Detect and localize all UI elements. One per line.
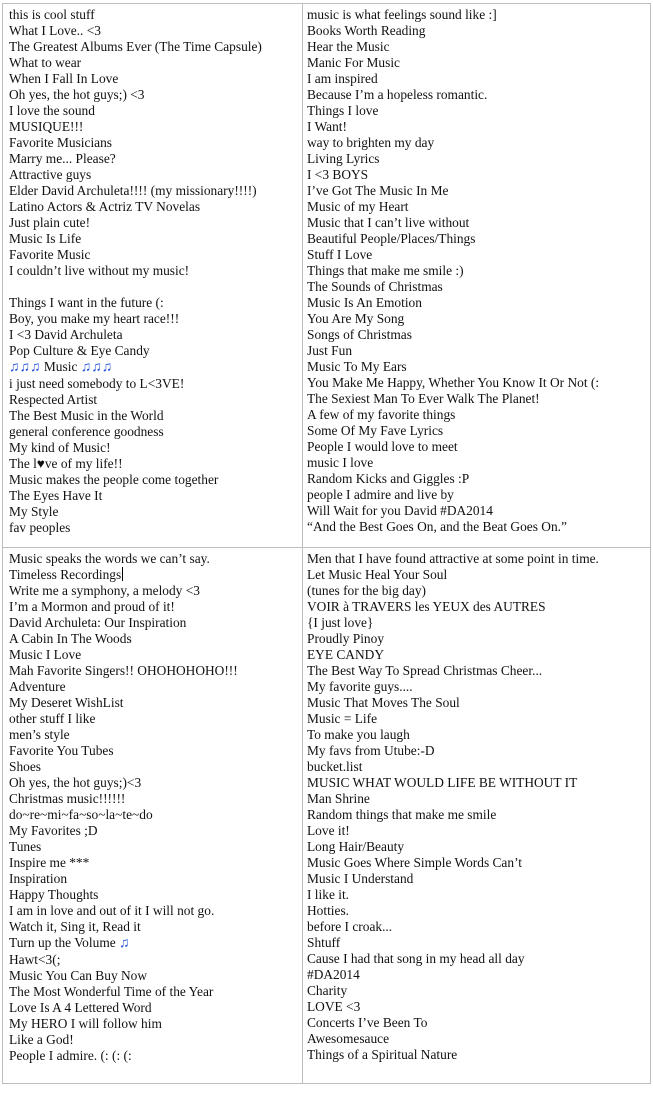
text-line: Hear the Music	[307, 39, 390, 54]
text-line: Music You Can Buy Now	[9, 968, 148, 983]
text-line: Elder David Archuleta!!!! (my missionary!!!!)	[9, 183, 257, 198]
text-line: Awesomesauce	[307, 1031, 390, 1046]
text-line: The l♥ve of my life!!	[9, 456, 123, 471]
cell-top-left[interactable]	[3, 4, 303, 548]
text-line: The Most Wonderful Time of the Year	[9, 984, 214, 999]
text-line: Music Goes Where Simple Words Can’t	[307, 855, 523, 870]
text-line: To make you laugh	[307, 727, 410, 742]
text-line: Music of my Heart	[307, 199, 409, 214]
text-line: Man Shrine	[307, 791, 370, 806]
text-line: Just Fun	[307, 343, 353, 358]
table-row	[3, 4, 651, 548]
text-line	[9, 359, 298, 376]
text-line: Let Music Heal Your Soul	[307, 567, 448, 582]
text-line: Music I Love	[9, 647, 82, 662]
text-line: People I admire. (: (: (:	[9, 1048, 132, 1063]
text-line: Mah Favorite Singers!! OHOHOHOHO!!!	[9, 663, 238, 678]
text-line: Random things that make me smile	[307, 807, 497, 822]
text-line: Proudly Pinoy	[307, 631, 385, 646]
text-line: Music To My Ears	[307, 359, 407, 374]
text-line-content: ♫♫♫ Music ♫♫♫	[9, 359, 113, 375]
music-note-icon: ♫	[119, 936, 130, 951]
text-line-content: Turn up the Volume ♫	[9, 935, 130, 951]
text-line	[9, 935, 298, 952]
text-line: I’m a Mormon and proud of it!	[9, 599, 175, 614]
text-line: Favorite Music	[9, 247, 91, 262]
text-line: Concerts I’ve Been To	[307, 1015, 428, 1030]
text-line: Music I Understand	[307, 871, 414, 886]
text-line: My favs from Utube:-D	[307, 743, 435, 758]
text-line: Living Lyrics	[307, 151, 380, 166]
text-line: I like it.	[307, 887, 350, 902]
text-line: Things I want in the future (:	[9, 295, 164, 310]
text-line: Stuff I Love	[307, 247, 373, 262]
text-line: Hotties.	[307, 903, 350, 918]
text-line: Music makes the people come together	[9, 472, 219, 487]
text-line: Love it!	[307, 823, 350, 838]
text-line: Charity	[307, 983, 348, 998]
text-line: My kind of Music!	[9, 440, 111, 455]
text-line: Like a God!	[9, 1032, 74, 1047]
text-line: The Best Music in the World	[9, 408, 164, 423]
text-line: Things of a Spiritual Nature	[307, 1047, 458, 1062]
text-line: Boy, you make my heart race!!!	[9, 311, 180, 326]
text-line: Will Wait for you David #DA2014	[307, 503, 493, 518]
text-line: Marry me... Please?	[9, 151, 116, 166]
text-line: I couldn’t live without my music!	[9, 263, 190, 278]
text-line: MUSIQUE!!!	[9, 119, 84, 134]
text-line: What to wear	[9, 55, 82, 70]
text-line: Inspire me ***	[9, 855, 90, 870]
text-line: The Sexiest Man To Ever Walk The Planet!	[307, 391, 540, 406]
text-line: Cause I had that song in my head all day	[307, 951, 525, 966]
text-line: Write me a symphony, a melody <3	[9, 583, 200, 598]
text-line: this is cool stuff	[9, 7, 95, 22]
text-line: MUSIC WHAT WOULD LIFE BE WITHOUT IT	[307, 775, 578, 790]
text-line: I Want!	[307, 119, 347, 134]
text-line: The Eyes Have It	[9, 488, 103, 503]
text-line: Pop Culture & Eye Candy	[9, 343, 150, 358]
text-line: Because I’m a hopeless romantic.	[307, 87, 488, 102]
cell-bottom-left[interactable]	[3, 548, 303, 1084]
text-line: I <3 David Archuleta	[9, 327, 123, 342]
text-line: people I admire and live by	[307, 487, 454, 502]
music-note-icon: ♫	[19, 360, 30, 375]
text-line: way to brighten my day	[307, 135, 435, 150]
text-line: The Best Way To Spread Christmas Cheer...	[307, 663, 543, 678]
text-line: Beautiful People/Places/Things	[307, 231, 476, 246]
music-note-icon: ♫	[9, 360, 20, 375]
text-line: Songs of Christmas	[307, 327, 412, 342]
text-line: Random Kicks and Giggles :P	[307, 471, 470, 486]
text-line: Respected Artist	[9, 392, 98, 407]
text-line: general conference goodness	[9, 424, 164, 439]
text-line: The Greatest Albums Ever (The Time Capsule)	[9, 39, 262, 54]
music-note-icon: ♫	[91, 360, 102, 375]
text-line: Hawt<3(;	[9, 952, 61, 967]
text-line: When I Fall In Love	[9, 71, 119, 86]
text-line: Some Of My Fave Lyrics	[307, 423, 444, 438]
text-line: A few of my favorite things	[307, 407, 456, 422]
text-line: I <3 BOYS	[307, 167, 369, 182]
music-note-icon: ♫	[30, 360, 41, 375]
text-line: “And the Best Goes On, and the Beat Goes On.”	[307, 519, 567, 534]
text-line	[9, 279, 298, 295]
text-line: My Favorites ;D	[9, 823, 98, 838]
text-line: LOVE <3	[307, 999, 361, 1014]
text-line: You Are My Song	[307, 311, 405, 326]
text-line: Attractive guys	[9, 167, 92, 182]
text-line: i just need somebody to L<3VE!	[9, 376, 185, 391]
text-line: VOIR à TRAVERS les YEUX des AUTRES	[307, 599, 546, 614]
text-line: music is what feelings sound like :]	[307, 7, 497, 22]
text-line: Timeless Recordings	[9, 567, 122, 582]
cell-bottom-right[interactable]	[303, 548, 651, 1084]
text-line: My Deseret WishList	[9, 695, 124, 710]
text-line: I love the sound	[9, 103, 95, 118]
text-line: Things that make me smile :)	[307, 263, 464, 278]
text-line: David Archuleta: Our Inspiration	[9, 615, 187, 630]
music-note-icon: ♫	[80, 360, 92, 375]
text-line: Long Hair/Beauty	[307, 839, 405, 854]
text-line: My HERO I will follow him	[9, 1016, 162, 1031]
text-line: Latino Actors & Actriz TV Novelas	[9, 199, 201, 214]
text-line: fav peoples	[9, 520, 71, 535]
text-line: (tunes for the big day)	[307, 583, 426, 598]
text-line: The Sounds of Christmas	[307, 279, 443, 294]
text-line: Tunes	[9, 839, 42, 854]
text-line: Music = Life	[307, 711, 378, 726]
text-line: #DA2014	[307, 967, 360, 982]
text-line: Just plain cute!	[9, 215, 91, 230]
text-line: Music that I can’t live without	[307, 215, 470, 230]
text-line: Books Worth Reading	[307, 23, 426, 38]
text-line: before I croak...	[307, 919, 393, 934]
cell-top-right[interactable]	[303, 4, 651, 548]
text-line: Things I love	[307, 103, 379, 118]
text-line: My Style	[9, 504, 59, 519]
text-line: Christmas music!!!!!!	[9, 791, 126, 806]
text-line: Watch it, Sing it, Read it	[9, 919, 141, 934]
text-line: You Make Me Happy, Whether You Know It Or Not (:	[307, 375, 600, 390]
text-line: Shtuff	[307, 935, 341, 950]
text-line: Shoes	[9, 759, 41, 774]
text-line: Music Is An Emotion	[307, 295, 422, 310]
text-line: Men that I have found attractive at some point in time.	[307, 551, 599, 566]
text-line: Favorite You Tubes	[9, 743, 114, 758]
text-cursor	[122, 567, 123, 581]
text-line: bucket.list	[307, 759, 363, 774]
text-line: Adventure	[9, 679, 66, 694]
text-line: Oh yes, the hot guys;) <3	[9, 87, 145, 102]
text-line: Inspiration	[9, 871, 68, 886]
text-line: A Cabin In The Woods	[9, 631, 132, 646]
text-line: {I just love}	[307, 615, 374, 630]
text-line: Music That Moves The Soul	[307, 695, 460, 710]
music-note-icon: ♫	[101, 360, 113, 375]
text-line: do~re~mi~fa~so~la~te~do	[9, 807, 153, 822]
text-line: People I would love to meet	[307, 439, 458, 454]
document-table	[2, 3, 651, 1084]
text-line: Happy Thoughts	[9, 887, 99, 902]
table-row	[3, 548, 651, 1084]
text-line: My favorite guys....	[307, 679, 413, 694]
text-line: Oh yes, the hot guys;)<3	[9, 775, 142, 790]
text-line: Music speaks the words we can’t say.	[9, 551, 210, 566]
text-line: music I love	[307, 455, 374, 470]
text-line: men’s style	[9, 727, 70, 742]
text-line: I’ve Got The Music In Me	[307, 183, 449, 198]
text-line: Love Is A 4 Lettered Word	[9, 1000, 152, 1015]
text-line: What I Love.. <3	[9, 23, 101, 38]
text-line: Music Is Life	[9, 231, 82, 246]
text-line: Manic For Music	[307, 55, 400, 70]
text-line: I am inspired	[307, 71, 378, 86]
text-line: I am in love and out of it I will not go.	[9, 903, 215, 918]
text-line: EYE CANDY	[307, 647, 384, 662]
text-line: other stuff I like	[9, 711, 96, 726]
text-line: Favorite Musicians	[9, 135, 113, 150]
